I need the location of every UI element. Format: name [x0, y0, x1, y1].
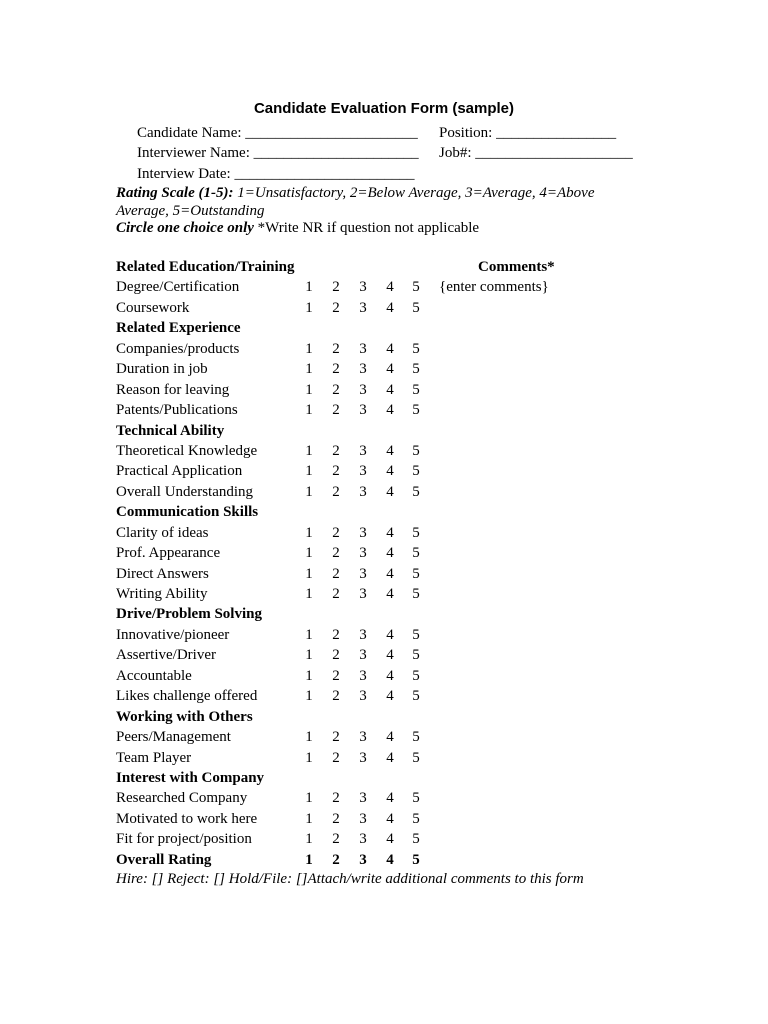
rating-option-1[interactable]: 1 [305, 851, 313, 868]
circle-instruction: Circle one choice only [116, 220, 254, 236]
form-title: Candidate Evaluation Form (sample) [253, 100, 515, 117]
rating-option-3[interactable]: 3 [359, 545, 367, 562]
section-header [116, 318, 636, 338]
overall-rating-row [116, 850, 636, 870]
instructions [116, 219, 479, 237]
rating-option-4[interactable]: 4 [386, 381, 394, 398]
rating-option-2[interactable]: 2 [332, 361, 340, 378]
rating-option-5[interactable]: 5 [412, 340, 420, 357]
rating-option-4[interactable]: 4 [386, 790, 394, 807]
criterion-label: Motivated to work here [116, 810, 258, 827]
rating-option-1[interactable]: 1 [305, 810, 313, 827]
rating-option-5[interactable]: 5 [412, 586, 420, 602]
section-title: Communication Skills [116, 504, 259, 521]
rating-option-4[interactable]: 4 [386, 810, 394, 827]
rating-option-4[interactable]: 4 [386, 442, 394, 459]
nr-instruction: *Write NR if question not applicable [253, 220, 480, 236]
criterion-label: Fit for project/position [116, 831, 252, 848]
rating-option-2[interactable]: 2 [332, 688, 340, 705]
rating-option-4[interactable]: 4 [386, 483, 394, 500]
rating-option-5[interactable]: 5 [412, 483, 420, 500]
rating-row [116, 523, 636, 543]
criterion-label: Overall Rating [116, 851, 212, 868]
rating-option-3[interactable]: 3 [359, 749, 367, 766]
rating-option-5[interactable]: 5 [412, 729, 420, 746]
rating-row [116, 380, 636, 400]
rating-option-2[interactable]: 2 [332, 626, 340, 643]
rating-option-4[interactable]: 4 [386, 340, 394, 357]
rating-scale-text: 1=Unsatisfactory, 2=Below Average, 3=Average, 4=Above Average, 5=Outstanding [116, 185, 595, 219]
rating-option-1[interactable]: 1 [305, 340, 313, 357]
criterion-label: Coursework [116, 299, 190, 316]
rating-option-5[interactable]: 5 [412, 381, 420, 398]
rating-row [116, 461, 636, 481]
rating-row [116, 359, 636, 379]
rating-option-5[interactable]: 5 [412, 524, 420, 541]
rating-option-1[interactable]: 1 [305, 463, 313, 480]
rating-option-4[interactable]: 4 [386, 545, 394, 562]
rating-option-3[interactable]: 3 [359, 647, 367, 664]
rating-option-5[interactable]: 5 [412, 790, 420, 807]
rating-option-3[interactable]: 3 [359, 626, 367, 643]
criterion-label: Researched Company [116, 790, 248, 807]
rating-option-5[interactable]: 5 [412, 810, 420, 827]
decision-line[interactable]: Hire: [] Reject: [] Hold/File: []Attach/write additional comments to this form [116, 871, 584, 887]
job-number-field[interactable]: Job#: _____________________ [439, 145, 633, 161]
rating-option-4[interactable]: 4 [386, 667, 394, 684]
rating-row [116, 482, 636, 502]
rating-option-3[interactable]: 3 [359, 790, 367, 807]
rating-row [116, 829, 636, 849]
rating-option-4[interactable]: 4 [386, 463, 394, 480]
rating-option-2[interactable]: 2 [332, 667, 340, 684]
criterion-label: Prof. Appearance [116, 545, 221, 562]
rating-option-4[interactable]: 4 [386, 361, 394, 378]
rating-option-3[interactable]: 3 [359, 442, 367, 459]
rating-scale-legend [116, 184, 636, 220]
rating-option-3[interactable]: 3 [359, 810, 367, 827]
criterion-label: Direct Answers [116, 565, 209, 582]
rating-option-5[interactable]: 5 [412, 361, 420, 378]
rating-table [116, 257, 636, 870]
rating-row [116, 584, 636, 604]
rating-option-3[interactable]: 3 [359, 729, 367, 746]
rating-option-4[interactable]: 4 [386, 688, 394, 705]
rating-option-3[interactable]: 3 [359, 463, 367, 480]
rating-option-1[interactable]: 1 [305, 626, 313, 643]
rating-option-1[interactable]: 1 [305, 524, 313, 541]
rating-option-4[interactable]: 4 [386, 586, 394, 602]
rating-option-4[interactable]: 4 [386, 279, 394, 296]
rating-row [116, 748, 636, 768]
rating-option-2[interactable]: 2 [332, 749, 340, 766]
rating-option-2[interactable]: 2 [332, 442, 340, 459]
rating-option-1[interactable]: 1 [305, 729, 313, 746]
rating-option-2[interactable]: 2 [332, 299, 340, 316]
section-title: Working with Others [116, 708, 253, 725]
criterion-label: Duration in job [116, 361, 208, 378]
criterion-label: Theoretical Knowledge [116, 442, 258, 459]
rating-option-2[interactable]: 2 [332, 810, 340, 827]
rating-option-1[interactable]: 1 [305, 565, 313, 582]
rating-option-1[interactable]: 1 [305, 402, 313, 419]
rating-row [116, 400, 636, 420]
section-title: Technical Ability [116, 422, 225, 439]
rating-option-5[interactable]: 5 [412, 749, 420, 766]
rating-option-4[interactable]: 4 [386, 626, 394, 643]
rating-option-1[interactable]: 1 [305, 667, 313, 684]
rating-option-4[interactable]: 4 [386, 831, 394, 848]
rating-option-2[interactable]: 2 [332, 831, 340, 848]
rating-option-2[interactable]: 2 [332, 729, 340, 746]
section-title: Related Experience [116, 320, 241, 337]
rating-option-4[interactable]: 4 [386, 729, 394, 746]
rating-option-5[interactable]: 5 [412, 299, 420, 316]
rating-option-4[interactable]: 4 [386, 402, 394, 419]
rating-option-2[interactable]: 2 [332, 381, 340, 398]
rating-option-5[interactable]: 5 [412, 565, 420, 582]
rating-row [116, 277, 636, 297]
rating-option-3[interactable]: 3 [359, 688, 367, 705]
rating-option-5[interactable]: 5 [412, 626, 420, 643]
rating-option-5[interactable]: 5 [412, 402, 420, 419]
rating-row [116, 339, 636, 359]
section-header [116, 768, 636, 788]
rating-option-2[interactable]: 2 [332, 463, 340, 480]
criterion-label: Writing Ability [116, 586, 208, 602]
rating-option-1[interactable]: 1 [305, 647, 313, 664]
rating-option-3[interactable]: 3 [359, 851, 367, 868]
rating-option-4[interactable]: 4 [386, 851, 394, 868]
rating-option-5[interactable]: 5 [412, 545, 420, 562]
rating-option-4[interactable]: 4 [386, 524, 394, 541]
rating-option-3[interactable]: 3 [359, 279, 367, 296]
comment-field[interactable]: {enter comments} [439, 279, 549, 296]
rating-option-1[interactable]: 1 [305, 299, 313, 316]
rating-option-5[interactable]: 5 [412, 463, 420, 480]
rating-option-1[interactable]: 1 [305, 790, 313, 807]
criterion-label: Practical Application [116, 463, 243, 480]
rating-option-2[interactable]: 2 [332, 483, 340, 500]
rating-option-5[interactable]: 5 [412, 647, 420, 664]
rating-option-3[interactable]: 3 [359, 361, 367, 378]
position-field[interactable]: Position: ________________ [439, 125, 617, 141]
rating-row [116, 788, 636, 808]
section-title: Interest with Company [116, 769, 265, 786]
rating-option-1[interactable]: 1 [305, 381, 313, 398]
rating-option-3[interactable]: 3 [359, 402, 367, 419]
rating-option-3[interactable]: 3 [359, 586, 367, 602]
rating-option-3[interactable]: 3 [359, 381, 367, 398]
rating-row [116, 543, 636, 563]
rating-option-1[interactable]: 1 [305, 586, 313, 602]
rating-option-1[interactable]: 1 [305, 749, 313, 766]
section-header [116, 502, 636, 522]
comments-header: Comments* [478, 259, 555, 275]
section-header [116, 707, 636, 727]
rating-option-3[interactable]: 3 [359, 524, 367, 541]
rating-option-4[interactable]: 4 [386, 749, 394, 766]
criterion-label: Accountable [116, 667, 192, 684]
rating-row [116, 727, 636, 747]
criterion-label: Clarity of ideas [116, 524, 209, 541]
section-title: Related Education/Training [116, 259, 295, 275]
criterion-label: Reason for leaving [116, 381, 230, 398]
candidate-name-field[interactable]: Candidate Name: _______________________ [137, 125, 418, 141]
criterion-label: Patents/Publications [116, 402, 238, 419]
interviewer-name-field[interactable]: Interviewer Name: ______________________ [137, 145, 419, 161]
rating-option-3[interactable]: 3 [359, 565, 367, 582]
rating-row [116, 809, 636, 829]
rating-option-3[interactable]: 3 [359, 831, 367, 848]
rating-option-1[interactable]: 1 [305, 831, 313, 848]
rating-row [116, 666, 636, 686]
criterion-label: Team Player [116, 749, 192, 766]
rating-row [116, 564, 636, 584]
rating-option-2[interactable]: 2 [332, 790, 340, 807]
section-title: Drive/Problem Solving [116, 606, 262, 623]
criterion-label: Assertive/Driver [116, 647, 216, 664]
rating-scale-label: Rating Scale (1-5): [116, 185, 234, 201]
rating-option-2[interactable]: 2 [332, 565, 340, 582]
rating-option-1[interactable]: 1 [305, 442, 313, 459]
rating-option-1[interactable]: 1 [305, 361, 313, 378]
rating-option-1[interactable]: 1 [305, 545, 313, 562]
criterion-label: Peers/Management [116, 729, 231, 746]
rating-option-3[interactable]: 3 [359, 299, 367, 316]
rating-row [116, 686, 636, 706]
rating-option-2[interactable]: 2 [332, 545, 340, 562]
rating-option-5[interactable]: 5 [412, 851, 420, 868]
section-header [116, 604, 636, 624]
rating-option-2[interactable]: 2 [332, 524, 340, 541]
rating-option-2[interactable]: 2 [332, 586, 340, 602]
criterion-label: Innovative/pioneer [116, 626, 230, 643]
rating-option-1[interactable]: 1 [305, 279, 313, 296]
rating-option-2[interactable]: 2 [332, 647, 340, 664]
rating-option-3[interactable]: 3 [359, 340, 367, 357]
criterion-label: Degree/Certification [116, 279, 240, 296]
section-header [116, 257, 636, 277]
rating-option-1[interactable]: 1 [305, 688, 313, 705]
rating-row [116, 298, 636, 318]
criterion-label: Companies/products [116, 340, 240, 357]
rating-option-4[interactable]: 4 [386, 647, 394, 664]
rating-option-4[interactable]: 4 [386, 299, 394, 316]
rating-option-2[interactable]: 2 [332, 851, 340, 868]
rating-option-1[interactable]: 1 [305, 483, 313, 500]
rating-row [116, 625, 636, 645]
rating-option-5[interactable]: 5 [412, 279, 420, 296]
interview-date-field[interactable]: Interview Date: ________________________ [137, 166, 415, 182]
rating-row [116, 645, 636, 665]
rating-option-2[interactable]: 2 [332, 402, 340, 419]
rating-option-3[interactable]: 3 [359, 483, 367, 500]
rating-option-3[interactable]: 3 [359, 667, 367, 684]
rating-option-5[interactable]: 5 [412, 688, 420, 705]
rating-option-4[interactable]: 4 [386, 565, 394, 582]
rating-option-5[interactable]: 5 [412, 667, 420, 684]
rating-option-2[interactable]: 2 [332, 340, 340, 357]
rating-option-5[interactable]: 5 [412, 442, 420, 459]
rating-option-2[interactable]: 2 [332, 279, 340, 296]
rating-option-5[interactable]: 5 [412, 831, 420, 848]
criterion-label: Overall Understanding [116, 483, 254, 500]
section-header [116, 421, 636, 441]
criterion-label: Likes challenge offered [116, 688, 258, 705]
rating-row [116, 441, 636, 461]
